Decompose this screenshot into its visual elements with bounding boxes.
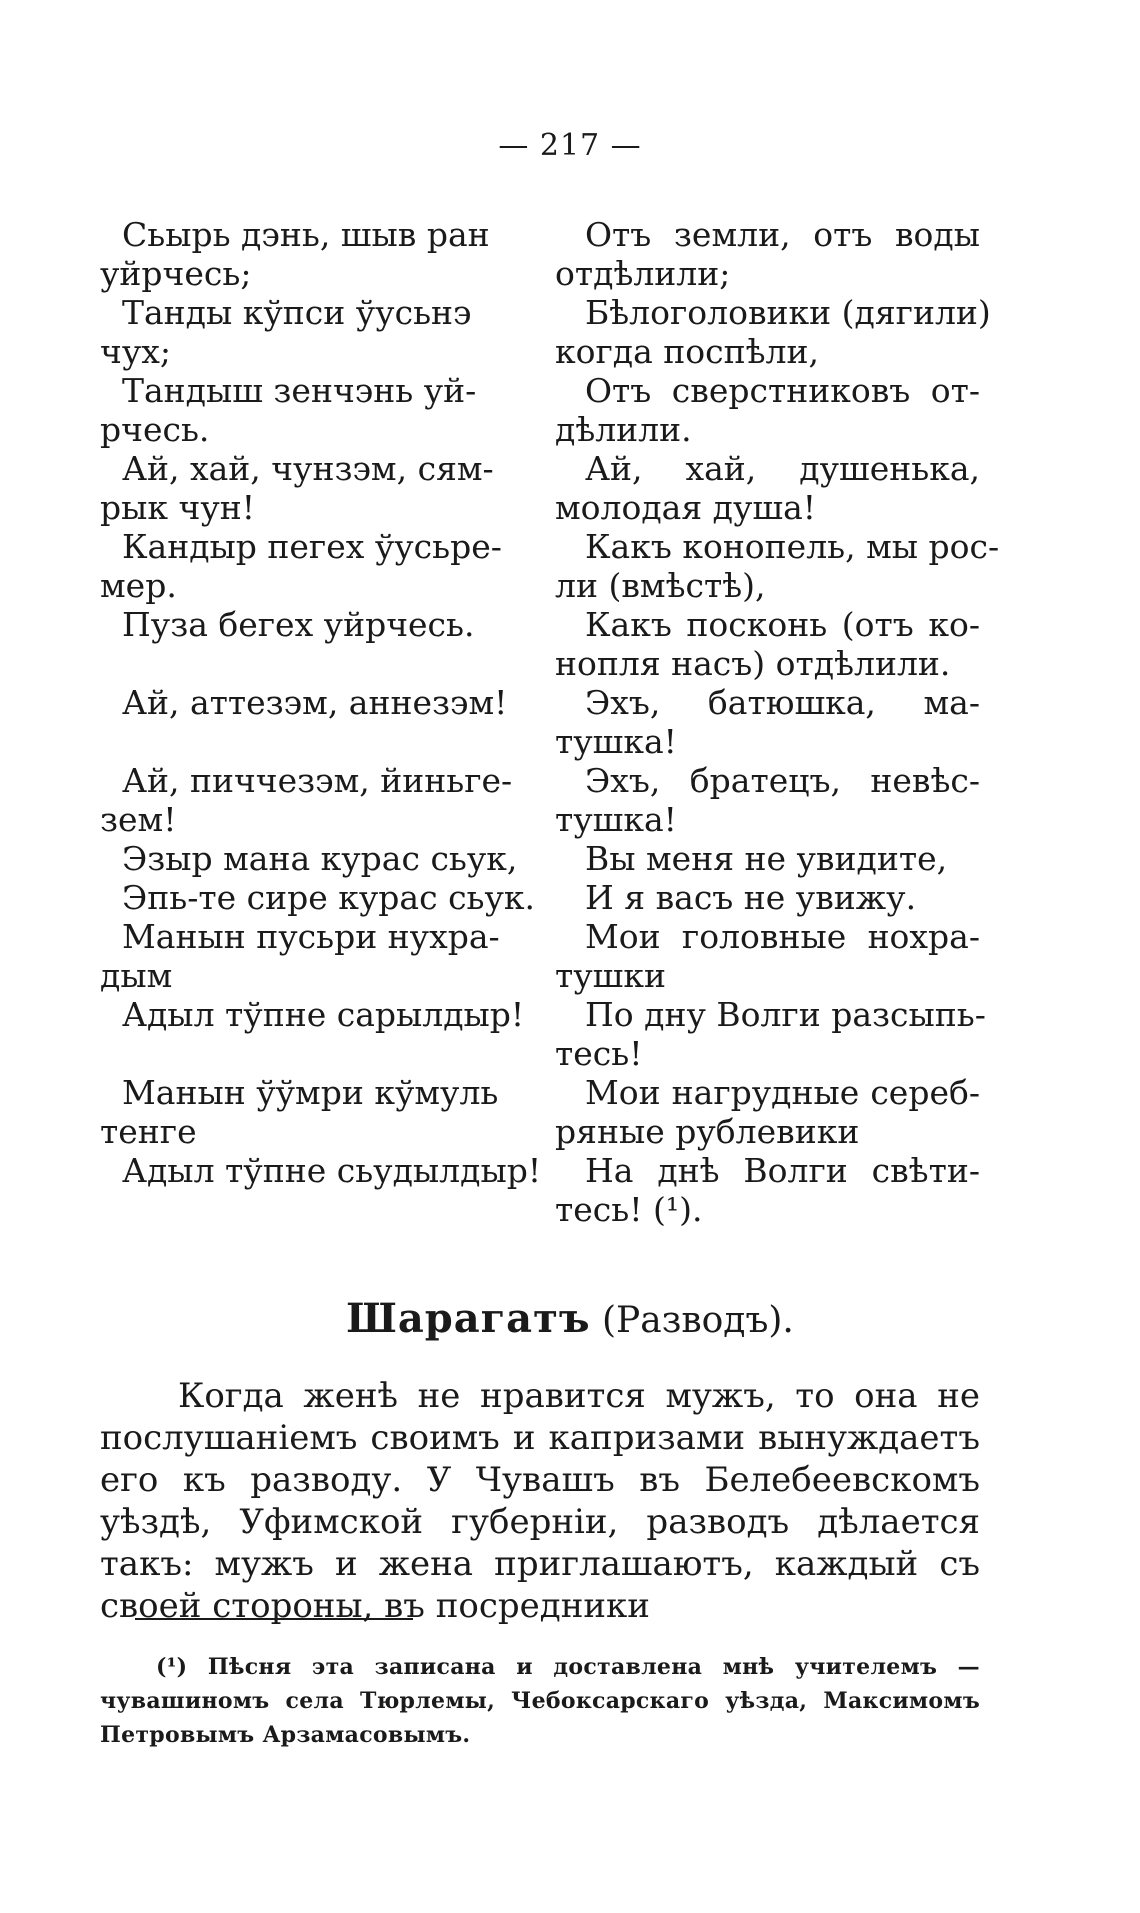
verse-chuvash: Эпь-те сире курас сьук. [122, 878, 536, 917]
verse-row [100, 917, 980, 956]
verse-row [100, 800, 980, 839]
verse-row [100, 293, 991, 332]
verse-russian: Отъ земли, отъ воды [585, 215, 980, 254]
verse-russian: Эхъ, братецъ, невѣс- [585, 761, 980, 800]
verse-chuvash: Тандыш зенчэнь уй- [122, 371, 477, 410]
verse-chuvash: Адыл тўпне сьудылдыр! [122, 1151, 542, 1190]
verse-russian: Ай, хай, душенька, [585, 449, 980, 488]
verse-row [100, 722, 980, 761]
verse-row [100, 1034, 980, 1073]
verse-chuvash: рчесь. [100, 410, 210, 449]
verse-russian: Вы меня не увидите, [585, 839, 948, 878]
verse-chuvash: Танды кўпси ўусьнэ [122, 293, 472, 332]
verse-russian: тесь! (¹). [555, 1190, 703, 1229]
verse-row [100, 1190, 980, 1229]
verse-row [100, 371, 980, 410]
verse-chuvash: Манын ўўмри кўмуль [122, 1073, 499, 1112]
verse-row [100, 332, 980, 371]
verse-row [100, 878, 980, 917]
verse-row [100, 644, 980, 683]
verse-row [100, 956, 980, 995]
verse-row [100, 1073, 980, 1112]
verse-chuvash: Ай, хай, чунзэм, сям- [122, 449, 494, 488]
song-verses [100, 215, 1000, 1229]
page-number: — 217 — [498, 128, 642, 163]
footnote-rule [135, 1618, 413, 1620]
verse-russian: когда поспѣли, [555, 332, 819, 371]
verse-chuvash: дым [100, 956, 173, 995]
verse-row [100, 410, 980, 449]
verse-russian: Мои головные нохра- [585, 917, 980, 956]
footnote-text: (¹) Пѣсня эта записана и доставлена мнѣ учителемъ — чувашиномъ села Тюрлемы, Чебоксарскаго уѣзда, Максимомъ Петровымъ Арзамасовымъ. [100, 1654, 980, 1748]
verse-russian: Мои нагрудные сереб- [585, 1073, 980, 1112]
verse-russian: молодая душа! [555, 488, 817, 527]
verse-russian: тушки [555, 956, 666, 995]
verse-russian: дѣлили. [555, 410, 692, 449]
verse-row [100, 839, 980, 878]
verse-row [100, 254, 980, 293]
verse-chuvash: рык чун! [100, 488, 255, 527]
verse-russian: И я васъ не увижу. [585, 878, 917, 917]
verse-chuvash: чух; [100, 332, 171, 371]
verse-row [100, 488, 980, 527]
verse-chuvash: Ай, аттезэм, аннезэм! [122, 683, 508, 722]
verse-chuvash: уйрчесь; [100, 254, 252, 293]
verse-row [100, 449, 980, 488]
body-text [100, 1375, 980, 1627]
verse-row [100, 215, 980, 254]
verse-russian: Какъ конопель, мы рос- [585, 527, 1000, 566]
verse-russian: ли (вмѣстѣ), [555, 566, 766, 605]
section-heading [0, 1295, 1140, 1342]
verse-chuvash: Пуза бегех уйрчесь. [122, 605, 475, 644]
verse-row [100, 566, 980, 605]
verse-russian: тушка! [555, 722, 677, 761]
verse-russian: ряные рублевики [555, 1112, 860, 1151]
verse-chuvash: Эзыр мана курас сьук, [122, 839, 518, 878]
verse-chuvash: Адыл тўпне сарылдыр! [122, 995, 525, 1034]
verse-russian: Бѣлоголовики (дягили) [585, 293, 991, 332]
verse-row [100, 995, 986, 1034]
verse-chuvash: Сьырь дэнь, шыв ран [122, 215, 490, 254]
verse-chuvash: мер. [100, 566, 177, 605]
verse-row [100, 683, 980, 722]
paragraph: Когда женѣ не нравится мужъ, то она не послушаніемъ своимъ и капризами вынуждаетъ его къ разводу. У Чувашъ въ Белебеевскомъ уѣздѣ, Уфимской губерніи, разводъ дѣлается такъ: мужъ и жена приглашаютъ, каждый съ своей стороны, въ посредники [100, 1376, 980, 1626]
verse-russian: Отъ сверстниковъ от- [585, 371, 980, 410]
section-subtitle: (Разводъ). [602, 1300, 794, 1341]
verse-chuvash: Ай, пиччезэм, йиньге- [122, 761, 513, 800]
verse-row [100, 761, 980, 800]
verse-russian: тесь! [555, 1034, 643, 1073]
verse-chuvash: Манын пусьри нухра- [122, 917, 500, 956]
verse-chuvash: Кандыр пегех ўусьре- [122, 527, 502, 566]
verse-row [100, 1112, 980, 1151]
verse-russian: Эхъ, батюшка, ма- [585, 683, 980, 722]
verse-russian: тушка! [555, 800, 677, 839]
verse-russian: отдѣлили; [555, 254, 731, 293]
verse-russian: нопля насъ) отдѣлили. [555, 644, 951, 683]
verse-chuvash: тенге [100, 1112, 197, 1151]
verse-row [100, 527, 1000, 566]
verse-russian: Какъ посконь (отъ ко- [585, 605, 980, 644]
verse-russian: На днѣ Волги свѣти- [585, 1151, 980, 1190]
verse-row [100, 1151, 980, 1190]
verse-row [100, 605, 980, 644]
verse-chuvash: зем! [100, 800, 177, 839]
section-title: Шарагатъ [346, 1295, 591, 1342]
verse-russian: По дну Волги разсыпь- [585, 995, 986, 1034]
footnote [100, 1650, 980, 1752]
